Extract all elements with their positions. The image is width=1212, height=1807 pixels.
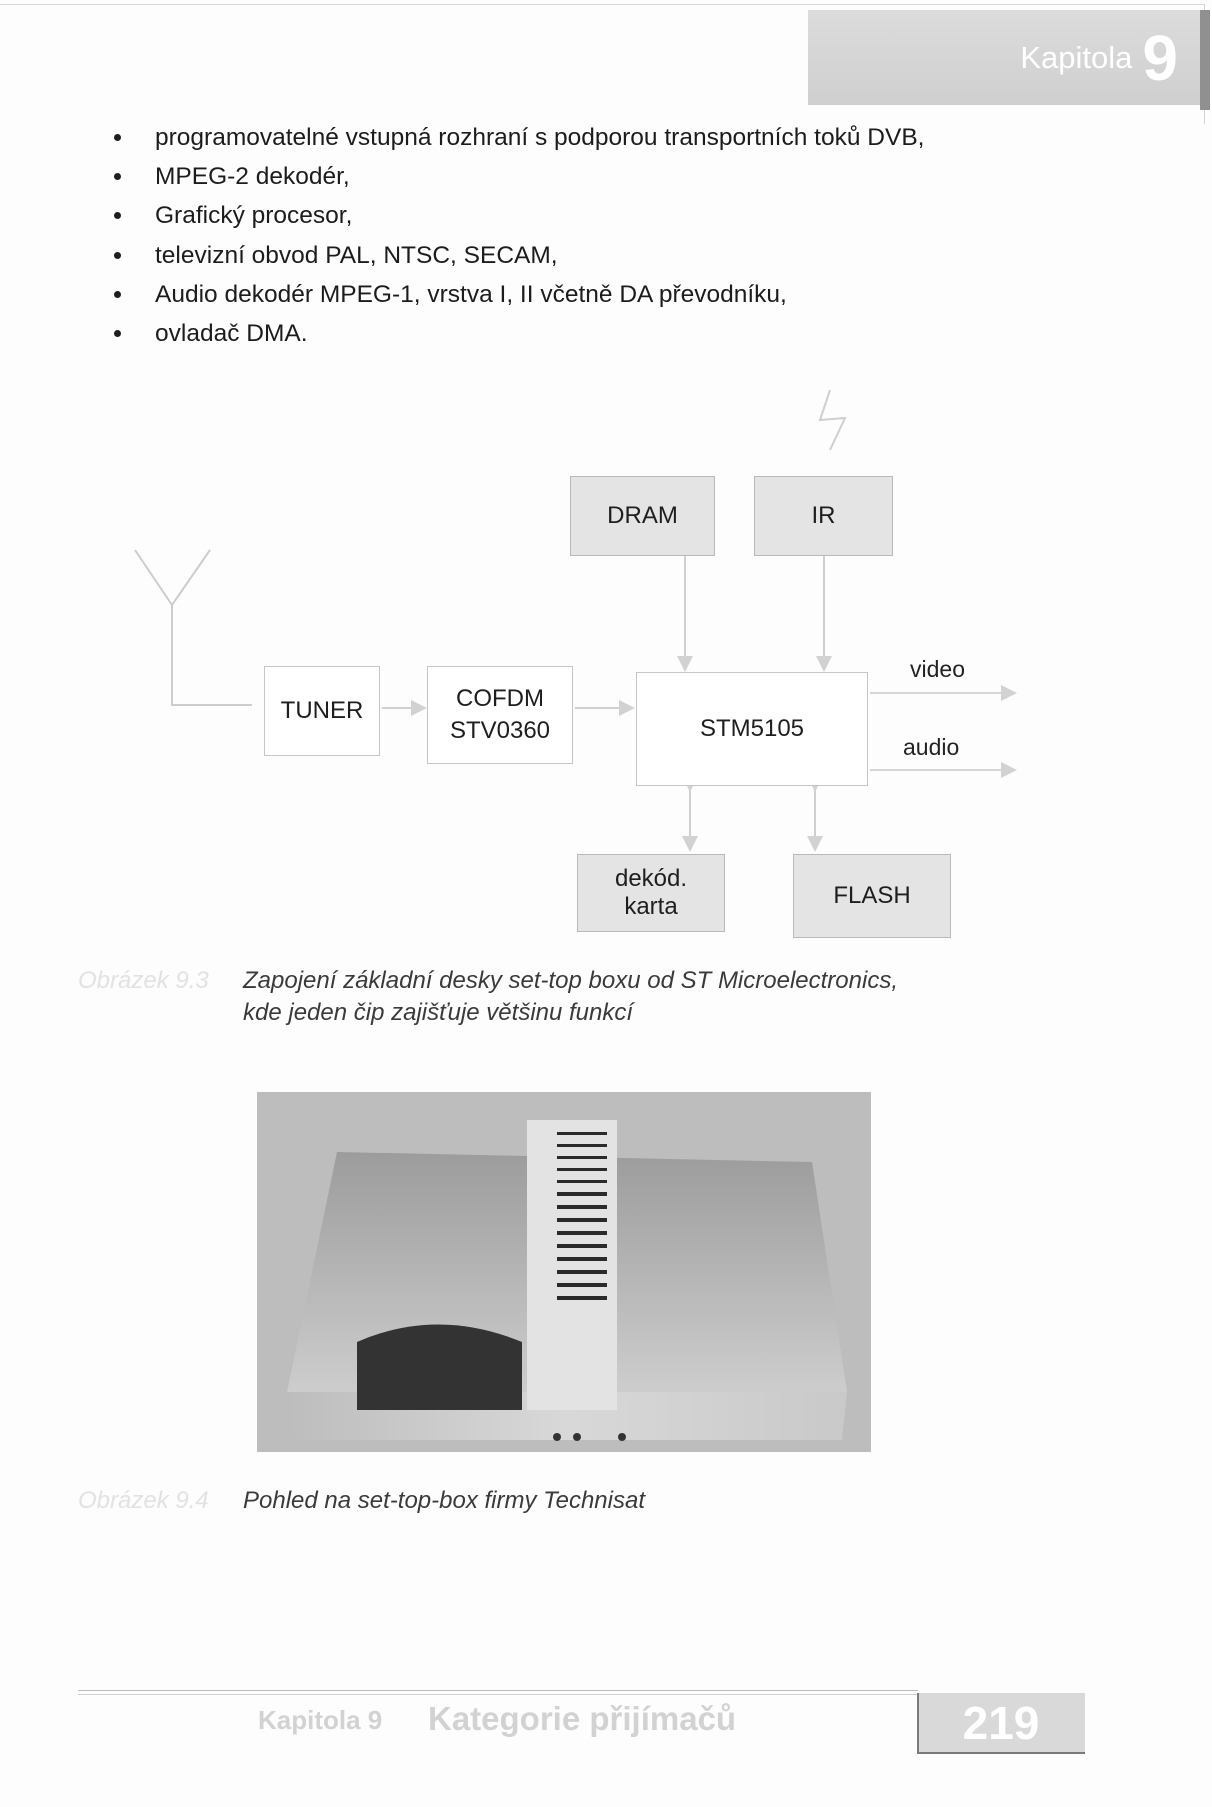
stv0360-label: STV0360 [449, 717, 551, 744]
ir-label: IR [811, 501, 836, 529]
page-box-edge [917, 1752, 1085, 1754]
chapter-label: Kapitola [1020, 39, 1133, 75]
caption-line-1: Zapojení základní desky set-top boxu od ST Microelectronics, [243, 967, 898, 994]
footer-rule [78, 1690, 918, 1691]
list-item: programovatelné vstupná rozhraní s podporou transportních toků DVB, [100, 118, 924, 157]
dram-block [570, 476, 715, 556]
caption-line-1: Pohled na set-top-box firmy Technisat [243, 1487, 645, 1514]
flash-block [793, 854, 951, 938]
list-item: Grafický procesor, [100, 196, 924, 235]
list-item: ovladač DMA. [100, 314, 924, 353]
set-top-box-photo [257, 1092, 871, 1452]
stm5105-label: STM5105 [699, 714, 805, 742]
video-output-label: video [910, 656, 965, 682]
chapter-number: 9 [1142, 21, 1178, 94]
lightning-icon [820, 390, 845, 450]
tuner-block [264, 666, 380, 756]
list-item: televizní obvod PAL, NTSC, SECAM, [100, 236, 924, 275]
page-box-edge [917, 1693, 919, 1753]
block-diagram [0, 390, 1212, 950]
list-item: MPEG-2 dekodér, [100, 157, 924, 196]
figure-number: Obrázek 9.4 [78, 1487, 209, 1514]
page-number: 219 [962, 1697, 1040, 1749]
figure-number: Obrázek 9.3 [78, 967, 209, 994]
page-number-box [917, 1693, 1085, 1753]
flash-label: FLASH [833, 881, 911, 909]
top-rule [0, 4, 1205, 5]
decoder-card-label-2: karta [624, 893, 678, 920]
stm5105-block [636, 672, 868, 786]
dram-label: DRAM [607, 501, 678, 529]
caption-line-2: kde jeden čip zajišťuje většinu funkcí [243, 999, 634, 1026]
footer-rule [78, 1694, 918, 1695]
cofdm-block [427, 666, 573, 764]
chapter-tab-edge [1200, 10, 1210, 110]
chapter-tab [808, 10, 1208, 105]
footer-title: Kategorie přijímačů [428, 1700, 737, 1737]
cofdm-label: COFDM [456, 684, 544, 712]
footer-chapter: Kapitola 9 [258, 1705, 383, 1735]
feature-list [100, 118, 924, 353]
audio-output-label: audio [903, 734, 960, 760]
ir-block [754, 476, 893, 556]
list-item: Audio dekodér MPEG-1, vrstva I, II včetně DA převodníku, [100, 275, 924, 314]
set-top-box-illustration [257, 1092, 871, 1452]
decoder-card-label-1: dekód. [614, 865, 688, 893]
antenna-icon [135, 550, 252, 705]
decoder-card-block [577, 854, 725, 932]
tuner-label: TUNER [280, 696, 364, 724]
